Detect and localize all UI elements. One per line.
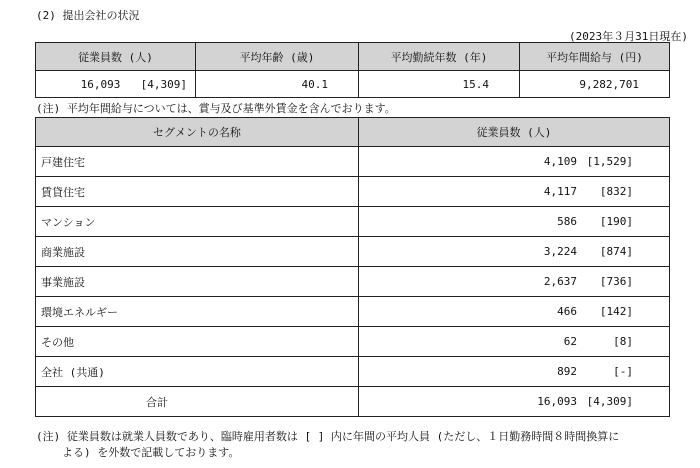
segment-temporary: [190] xyxy=(599,215,633,228)
segment-table xyxy=(35,117,670,417)
segment-temporary: [874] xyxy=(599,245,633,258)
segment-employees: 4,117 xyxy=(543,185,577,198)
header-avg-salary: 平均年間給与 (円) xyxy=(520,43,670,71)
header-avg-age: 平均年齢 (歳) xyxy=(196,43,359,71)
temporary-employees-value: [4,309] xyxy=(140,77,187,91)
total-employees: 16,093 xyxy=(537,395,577,408)
segment-employees: 586 xyxy=(557,215,577,228)
segment-temporary: [-] xyxy=(613,365,633,378)
total-label: 合計 xyxy=(36,387,359,417)
segment-temporary: [8] xyxy=(613,335,633,348)
header-segment-name: セグメントの名称 xyxy=(36,118,359,147)
segment-value-cell xyxy=(359,147,670,177)
avg-tenure-value: 15.4 xyxy=(359,71,520,98)
table-row xyxy=(36,147,670,177)
employees-cell xyxy=(36,71,196,98)
table-row xyxy=(36,357,670,387)
as-of-date: (2023年３月31日現在) xyxy=(569,30,688,43)
segment-name: 環境エネルギー xyxy=(36,297,359,327)
segment-name: 賃貸住宅 xyxy=(36,177,359,207)
avg-salary-value: 9,282,701 xyxy=(520,71,670,98)
segment-temporary: [736] xyxy=(599,275,633,288)
company-summary-table xyxy=(35,42,670,98)
segment-value-cell xyxy=(359,177,670,207)
header-employees: 従業員数 (人) xyxy=(36,43,196,71)
segment-employees: 4,109 xyxy=(543,155,577,168)
segment-name: 戸建住宅 xyxy=(36,147,359,177)
header-segment-employees: 従業員数 (人) xyxy=(359,118,670,147)
segment-name: 商業施設 xyxy=(36,237,359,267)
segment-employees: 2,637 xyxy=(543,275,577,288)
table-row xyxy=(36,237,670,267)
total-temporary: [4,309] xyxy=(586,395,633,408)
employees-value: 16,093 xyxy=(80,77,121,91)
segment-employees: 3,224 xyxy=(543,245,577,258)
segment-value-cell xyxy=(359,327,670,357)
segment-value-cell xyxy=(359,357,670,387)
segment-name: その他 xyxy=(36,327,359,357)
segment-name: 事業施設 xyxy=(36,267,359,297)
segment-name: マンション xyxy=(36,207,359,237)
segment-employees: 466 xyxy=(557,305,577,318)
segment-temporary: [832] xyxy=(599,185,633,198)
segment-value-cell xyxy=(359,267,670,297)
segment-temporary: [1,529] xyxy=(586,155,633,168)
summary-value-row xyxy=(36,71,670,98)
salary-note: (注) 平均年間給与については、賞与及び基準外賃金を含んでおります。 xyxy=(36,102,396,115)
avg-age-value: 40.1 xyxy=(196,71,359,98)
segment-value-cell xyxy=(359,297,670,327)
total-row xyxy=(36,387,670,417)
segment-employees: 892 xyxy=(557,365,577,378)
summary-header-row xyxy=(36,43,670,71)
table-row xyxy=(36,327,670,357)
segment-temporary: [142] xyxy=(599,305,633,318)
total-value-cell xyxy=(359,387,670,417)
segment-value-cell xyxy=(359,207,670,237)
employee-count-note-line1: (注) 従業員数は就業人員数であり、臨時雇用者数は [ ] 内に年間の平均人員 (ただし、１日勤務時間８時間換算に xyxy=(36,430,620,443)
table-row xyxy=(36,267,670,297)
segment-value-cell xyxy=(359,237,670,267)
section-heading: (2) 提出会社の状況 xyxy=(36,9,140,22)
employee-count-note-line2: よる) を外数で記載しております。 xyxy=(62,446,240,459)
table-row xyxy=(36,207,670,237)
segment-name: 全社 (共通) xyxy=(36,357,359,387)
table-row xyxy=(36,177,670,207)
segment-employees: 62 xyxy=(563,335,577,348)
header-avg-tenure: 平均勤続年数 (年) xyxy=(359,43,520,71)
table-row xyxy=(36,297,670,327)
segment-header-row xyxy=(36,118,670,147)
